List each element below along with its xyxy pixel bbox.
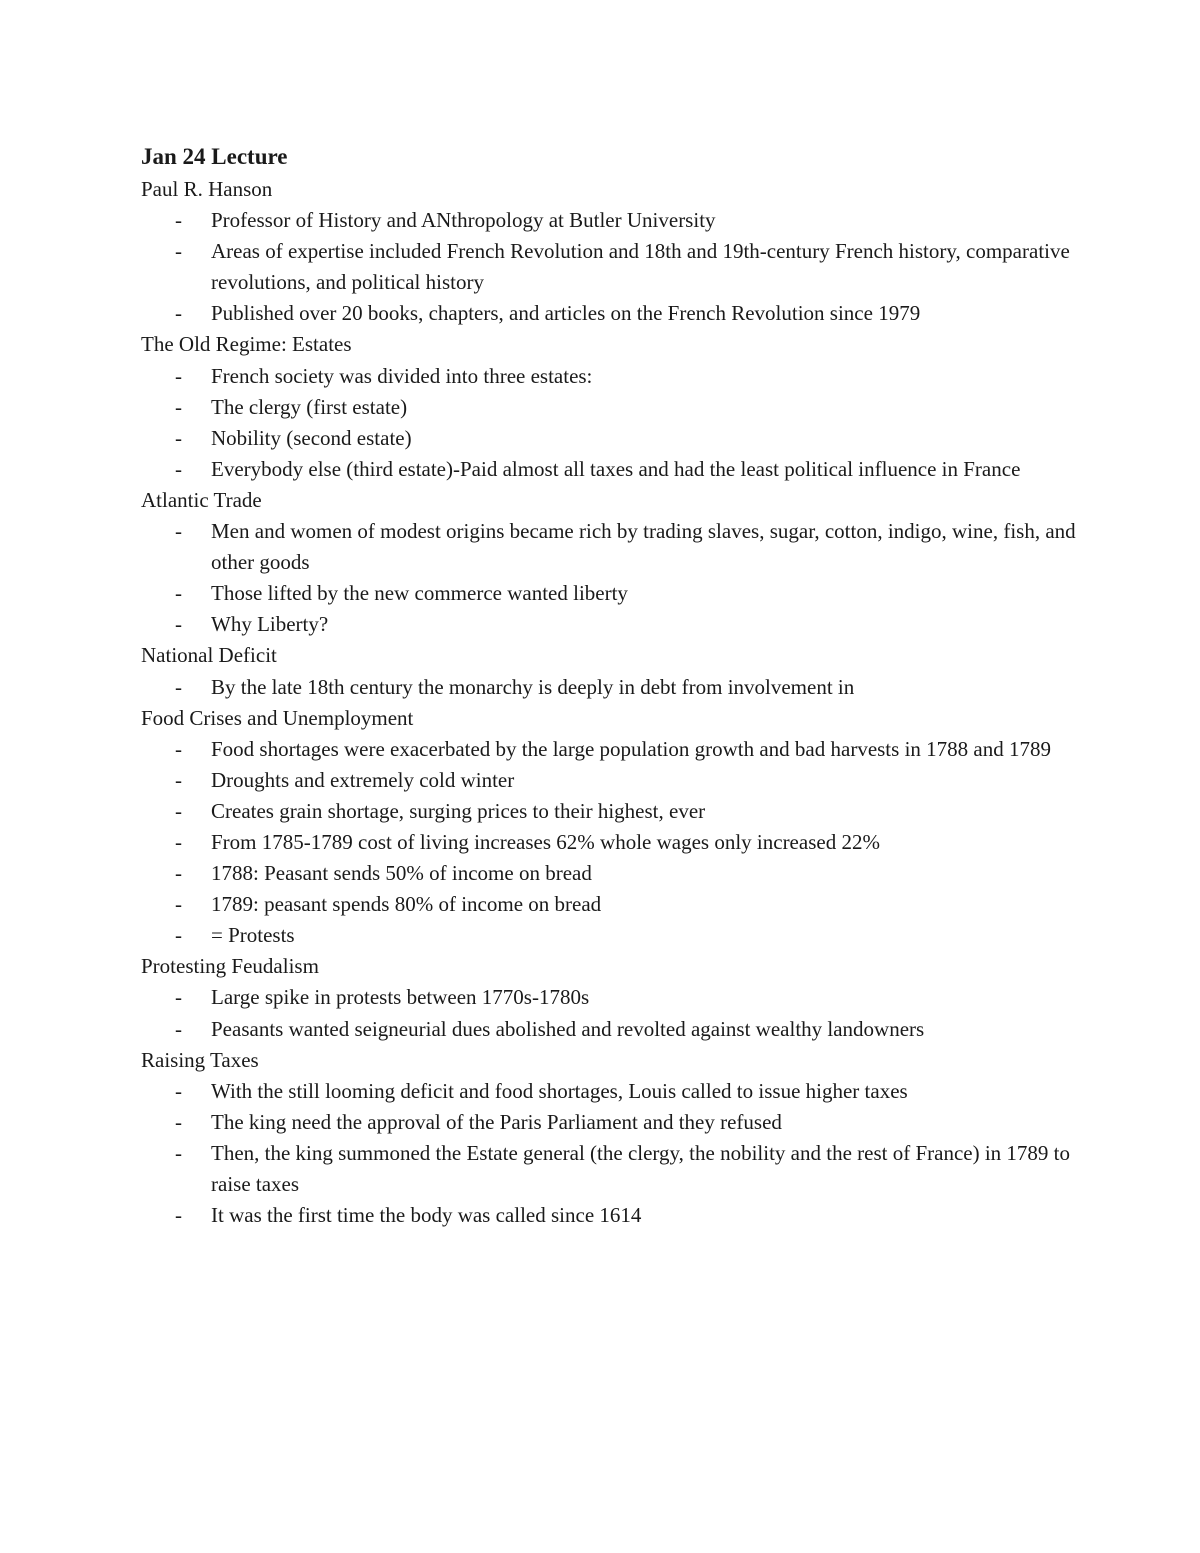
dash-bullet-icon: - bbox=[175, 923, 182, 948]
list-item bbox=[141, 1014, 1101, 1045]
section-heading: Protesting Feudalism bbox=[141, 954, 319, 979]
list-item bbox=[141, 392, 1101, 423]
list-item-text: Creates grain shortage, surging prices to their highest, ever bbox=[211, 798, 706, 823]
bullet-list bbox=[141, 205, 1101, 329]
list-item bbox=[141, 796, 1101, 827]
dash-bullet-icon: - bbox=[175, 985, 182, 1010]
bullet-list bbox=[141, 672, 1101, 703]
section bbox=[141, 485, 1101, 640]
document-body bbox=[141, 140, 1101, 1231]
list-item bbox=[141, 1200, 1101, 1231]
list-item bbox=[141, 298, 1101, 329]
section bbox=[141, 951, 1101, 1044]
list-item-text: Peasants wanted seigneurial dues abolished and revolted against wealthy landowners bbox=[211, 1016, 925, 1041]
list-item-text: Professor of History and ANthropology at Butler University bbox=[211, 208, 716, 233]
list-item-text: 1789: peasant spends 80% of income on bread bbox=[211, 892, 602, 917]
section-heading: Atlantic Trade bbox=[141, 487, 262, 512]
dash-bullet-icon: - bbox=[175, 1140, 182, 1165]
list-item-text: Large spike in protests between 1770s-1780s bbox=[211, 985, 590, 1010]
dash-bullet-icon: - bbox=[175, 363, 182, 388]
dash-bullet-icon: - bbox=[175, 1016, 182, 1041]
list-item bbox=[141, 827, 1101, 858]
dash-bullet-icon: - bbox=[175, 861, 182, 886]
list-item bbox=[141, 765, 1101, 796]
list-item-text: Droughts and extremely cold winter bbox=[211, 767, 515, 792]
dash-bullet-icon: - bbox=[175, 1109, 182, 1134]
dash-bullet-icon: - bbox=[175, 208, 182, 233]
list-item-text: Food shortages were exacerbated by the large population growth and bad harvests in 1788 and 1789 bbox=[211, 736, 1051, 761]
list-item bbox=[141, 672, 1101, 703]
list-item bbox=[141, 734, 1101, 765]
list-item-text: Why Liberty? bbox=[211, 612, 329, 637]
list-item bbox=[141, 1107, 1101, 1138]
section bbox=[141, 640, 1101, 702]
list-item-text: Areas of expertise included French Revolution and 18th and 19th-century French history, comparative revolutions, and political history bbox=[211, 239, 1070, 295]
list-item bbox=[141, 858, 1101, 889]
section bbox=[141, 329, 1101, 484]
section-heading: Raising Taxes bbox=[141, 1047, 259, 1072]
list-item-text: It was the first time the body was called since 1614 bbox=[211, 1203, 642, 1228]
list-item bbox=[141, 1138, 1101, 1200]
list-item-text: With the still looming deficit and food shortages, Louis called to issue higher taxes bbox=[211, 1078, 908, 1103]
list-item-text: By the late 18th century the monarchy is deeply in debt from involvement in bbox=[211, 674, 855, 699]
dash-bullet-icon: - bbox=[175, 736, 182, 761]
list-item-text: The king need the approval of the Paris Parliament and they refused bbox=[211, 1109, 782, 1134]
section-heading: National Deficit bbox=[141, 643, 277, 668]
list-item bbox=[141, 516, 1101, 578]
list-item-text: Then, the king summoned the Estate general (the clergy, the nobility and the rest of France) in 1789 to raise taxes bbox=[211, 1140, 1071, 1196]
section bbox=[141, 703, 1101, 952]
list-item bbox=[141, 454, 1101, 485]
dash-bullet-icon: - bbox=[175, 612, 182, 637]
list-item bbox=[141, 1076, 1101, 1107]
section bbox=[141, 174, 1101, 329]
list-item-text: Nobility (second estate) bbox=[211, 425, 412, 450]
dash-bullet-icon: - bbox=[175, 456, 182, 481]
list-item bbox=[141, 889, 1101, 920]
list-item-text: French society was divided into three estates: bbox=[211, 363, 593, 388]
list-item-text: 1788: Peasant sends 50% of income on bread bbox=[211, 861, 592, 886]
list-item-text: From 1785-1789 cost of living increases 62% whole wages only increased 22% bbox=[211, 829, 880, 854]
list-item bbox=[141, 205, 1101, 236]
bullet-list bbox=[141, 734, 1101, 952]
bullet-list bbox=[141, 1076, 1101, 1231]
list-item-text: Those lifted by the new commerce wanted liberty bbox=[211, 581, 628, 606]
list-item-text: = Protests bbox=[211, 923, 295, 948]
list-item-text: Published over 20 books, chapters, and articles on the French Revolution since 1979 bbox=[211, 301, 921, 326]
dash-bullet-icon: - bbox=[175, 674, 182, 699]
dash-bullet-icon: - bbox=[175, 301, 182, 326]
dash-bullet-icon: - bbox=[175, 829, 182, 854]
list-item bbox=[141, 920, 1101, 951]
dash-bullet-icon: - bbox=[175, 798, 182, 823]
list-item-text: Men and women of modest origins became rich by trading slaves, sugar, cotton, indigo, wine, fish, and other goods bbox=[211, 519, 1076, 575]
dash-bullet-icon: - bbox=[175, 581, 182, 606]
dash-bullet-icon: - bbox=[175, 519, 182, 544]
section bbox=[141, 1045, 1101, 1232]
section-heading: Paul R. Hanson bbox=[141, 177, 273, 201]
list-item bbox=[141, 578, 1101, 609]
dash-bullet-icon: - bbox=[175, 1078, 182, 1103]
dash-bullet-icon: - bbox=[175, 1203, 182, 1228]
bullet-list bbox=[141, 516, 1101, 640]
sections-container bbox=[141, 174, 1101, 1231]
dash-bullet-icon: - bbox=[175, 394, 182, 419]
dash-bullet-icon: - bbox=[175, 767, 182, 792]
list-item bbox=[141, 982, 1101, 1013]
page-title: Jan 24 Lecture bbox=[141, 144, 288, 169]
list-item bbox=[141, 236, 1101, 298]
section-heading: The Old Regime: Estates bbox=[141, 332, 352, 357]
list-item bbox=[141, 609, 1101, 640]
bullet-list bbox=[141, 361, 1101, 485]
section-heading: Food Crises and Unemployment bbox=[141, 705, 414, 730]
dash-bullet-icon: - bbox=[175, 892, 182, 917]
bullet-list bbox=[141, 982, 1101, 1044]
list-item-text: Everybody else (third estate)-Paid almost all taxes and had the least political influence in France bbox=[211, 456, 1021, 481]
list-item bbox=[141, 423, 1101, 454]
list-item bbox=[141, 361, 1101, 392]
list-item-text: The clergy (first estate) bbox=[211, 394, 408, 419]
dash-bullet-icon: - bbox=[175, 239, 182, 264]
dash-bullet-icon: - bbox=[175, 425, 182, 450]
